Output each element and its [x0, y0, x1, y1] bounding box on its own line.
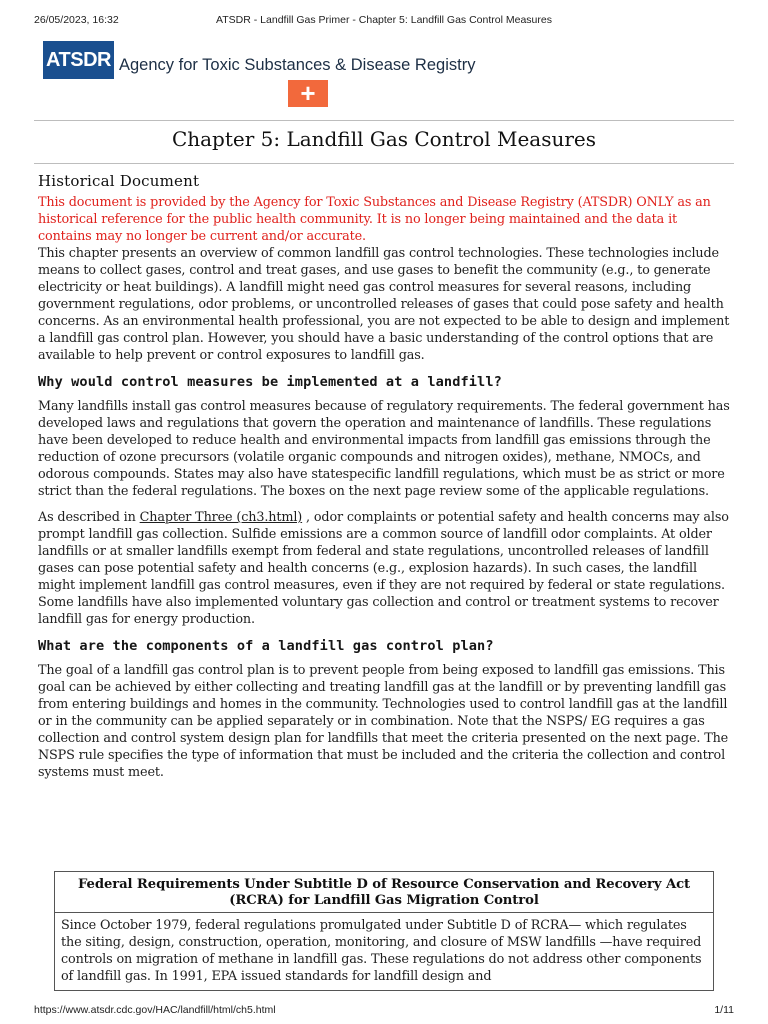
rcra-requirements-box: [54, 871, 714, 991]
print-url: https://www.atsdr.cdc.gov/HAC/landfill/html/ch5.html: [34, 1004, 276, 1016]
regulatory-paragraph: Many landfills install gas control measures because of regulatory requirements. The federal government has developed laws and regulations that govern the operation and maintenance of landfills. These regulations have been developed to reduce health and environmental impacts from landfill gas emissions through the reduction of ozone precursors (volatile organic compounds and nitrogen oxides), methane, NMOCs, and odorous compounds. States may also have statespecific landfill regulations, which must be as strict or more strict than the federal regulations. The boxes on the next page review some of the applicable regulations.: [38, 399, 730, 499]
box-body: Since October 1979, federal regulations promulgated under Subtitle D of RCRA— which regulates the siting, design, construction, operation, monitoring, and closure of MSW landfills —have required controls on migration of methane in landfill gas. These regulations do not address other components of landfill gas. In 1991, EPA issued standards for landfill design and: [61, 918, 702, 984]
historical-heading: Historical Document: [38, 172, 200, 190]
agency-name: Agency for Toxic Substances & Disease Registry: [119, 56, 476, 74]
odor-paragraph: [38, 509, 732, 628]
page-title: Chapter 5: Landfill Gas Control Measures: [171, 127, 597, 151]
section-heading-why-control: Why would control measures be implemented at a landfill?: [38, 374, 502, 390]
odor-paragraph-prefix: As described in: [38, 510, 140, 525]
main-content: [38, 170, 732, 781]
historical-notice: This document is provided by the Agency for Toxic Substances and Disease Registry (ATSDR) ONLY as an historical reference for the public health community. It is no longer being maintained and the data it contains may no longer be current and/or accurate.: [38, 195, 711, 244]
divider: [34, 163, 734, 164]
page-number: 1/11: [714, 1004, 734, 1016]
section-heading-control-plan: What are the components of a landfill gas control plan?: [38, 638, 494, 654]
intro-paragraph: This chapter presents an overview of common landfill gas control technologies. These technologies include means to collect gases, control and treat gases, and use gases to benefit the community (e.g., to generate electricity or heat buildings). A landfill might need gas control measures for several reasons, including government regulations, odor problems, or uncontrolled releases of gases that could pose safety and health concerns. As an environmental health professional, you are not expected to be able to design and implement a landfill gas control plan. However, you should have a basic understanding of the control options that are available to help prevent or control exposures to landfill gas.: [38, 246, 730, 363]
print-datetime: 26/05/2023, 16:32: [34, 14, 119, 26]
odor-paragraph-text: , odor complaints or potential safety and health concerns may also prompt landfill gas collection. Sulfide emissions are a common source of landfill odor complaints. At older landfills or at smaller landfills exempt from federal and state regulations, uncontrolled releases of landfill gases can pose potential safety and health concerns (e.g., explosion hazards). In such cases, the landfill might implement landfill gas control measures, even if they are not required by federal or state regulations. Some landfills have also implemented voluntary gas collection and control or treatment systems to recover landfill gas for energy production.: [38, 510, 729, 627]
print-page-title: ATSDR - Landfill Gas Primer - Chapter 5: Landfill Gas Control Measures: [216, 14, 552, 26]
plus-icon[interactable]: +: [288, 80, 328, 107]
chapter-three-link[interactable]: Chapter Three (ch3.html): [139, 510, 303, 525]
control-plan-paragraph: The goal of a landfill gas control plan is to prevent people from being exposed to landfill gas emissions. This goal can be achieved by either collecting and treating landfill gas at the landfill or by preventing landfill gas from entering buildings and homes in the community. Technologies used to control landfill gas at the landfill or in the community can be applied separately or in combination. Note that the NSPS/ EG requires a gas collection and control system design plan for landfills that meet the criteria presented on the next page. The NSPS rule specifies the type of information that must be included and the criteria the collection and control systems must meet.: [38, 663, 729, 780]
atsdr-logo[interactable]: ATSDR: [43, 41, 114, 79]
box-title: Federal Requirements Under Subtitle D of Resource Conservation and Recovery Act (RCRA) for Landfill Gas Migration Control: [55, 872, 713, 913]
divider: [34, 120, 734, 121]
